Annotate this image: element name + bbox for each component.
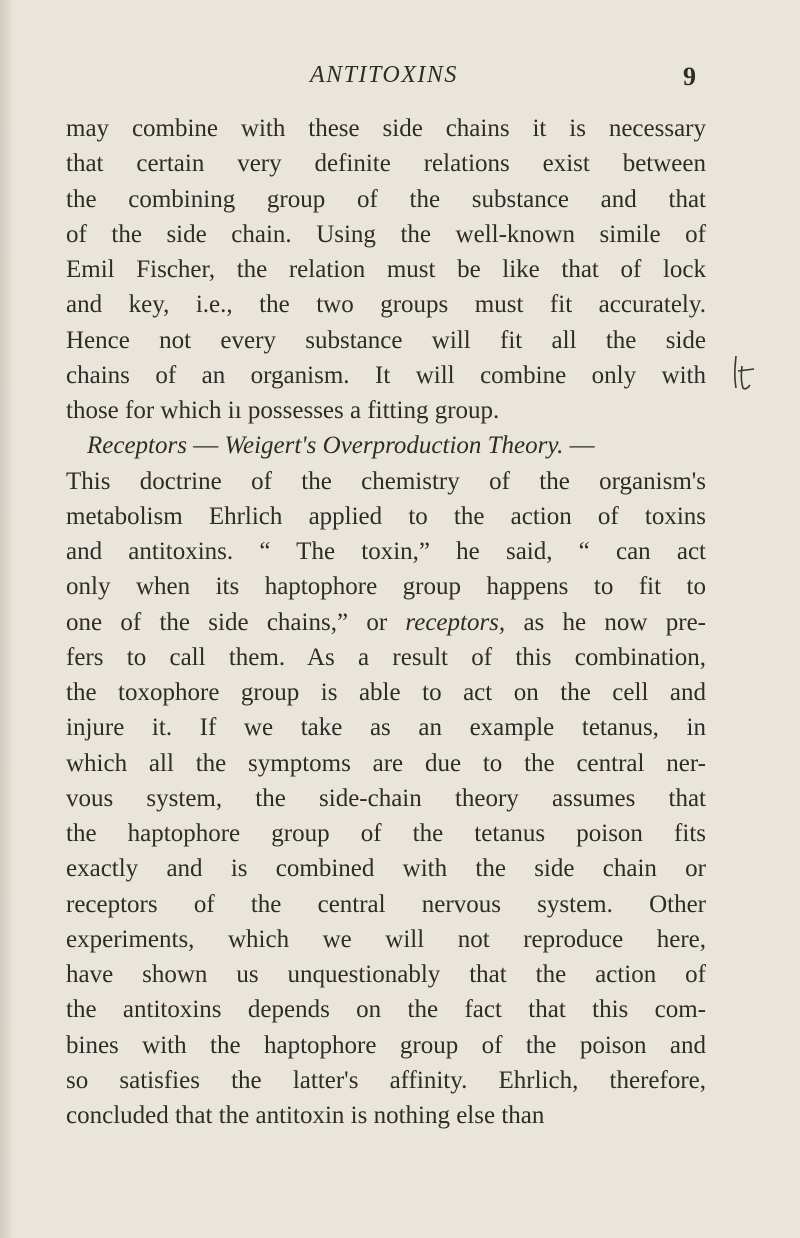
text-line: receptors of the central nervous system. Other — [66, 890, 706, 918]
text-line: that certain very definite relations exist between — [66, 150, 706, 178]
text-line: the toxophore group is able to act on the cell and — [66, 679, 706, 706]
text-span: as he now pre- — [505, 608, 706, 636]
text-line: the haptophore group of the tetanus poison fits — [66, 820, 706, 847]
text-line — [66, 605, 706, 640]
text-line: experiments, which we will not reproduce here, — [66, 925, 706, 953]
emphasis-receptors: receptors, — [405, 608, 506, 636]
text-line: Emil Fischer, the relation must be like that of lock — [66, 256, 706, 283]
text-line: vous system, the side-chain theory assumes that — [66, 784, 706, 812]
text-line: the combining group of the substance and that — [66, 185, 706, 213]
text-line: metabolism Ehrlich applied to the action of toxins — [66, 502, 706, 530]
text-line: the antitoxins depends on the fact that this com- — [66, 996, 706, 1024]
running-head-title: ANTITOXINS — [310, 62, 458, 88]
heading-dash: — — [563, 432, 595, 460]
text-line: chains of an organism. It will combine only with — [66, 361, 706, 389]
text-line: concluded that the antitoxin is nothing else than — [66, 1102, 545, 1129]
text-line: may combine with these side chains it is necessary — [66, 115, 706, 142]
text-line: fers to call them. As a result of this combination, — [66, 643, 706, 671]
running-head — [0, 62, 800, 92]
text-line: and antitoxins. “ The toxin,” he said, “ can act — [66, 538, 706, 565]
text-span: one of the side chains,” or — [66, 608, 406, 636]
text-line: Hence not every substance will fit all the side — [66, 326, 706, 354]
body-text — [66, 111, 706, 1133]
text-line: only when its haptophore group happens to fit to — [66, 573, 706, 601]
page-number: 9 — [683, 62, 696, 91]
text-line: so satisfies the latter's affinity. Ehrlich, therefore, — [66, 1066, 706, 1094]
heading-dash: — — [186, 432, 225, 460]
spine-shadow — [0, 0, 14, 1238]
handwritten-margin-annotation — [730, 352, 760, 394]
text-line: bines with the haptophore group of the poison and — [66, 1031, 706, 1059]
text-line: This doctrine of the chemistry of the organism's — [66, 467, 706, 495]
heading-theory: Weigert's Overproduction Theory. — [224, 432, 564, 460]
text-line: have shown us unquestionably that the action of — [66, 961, 706, 988]
text-line: and key, i.e., the two groups must fit accurately. — [66, 291, 706, 319]
text-line: which all the symptoms are due to the central ner- — [66, 749, 706, 777]
heading-receptors: Receptors — [87, 432, 187, 460]
text-line: exactly and is combined with the side chain or — [66, 855, 706, 883]
text-line: injure it. If we take as an example tetanus, in — [66, 714, 706, 742]
section-heading — [66, 428, 706, 463]
text-line: those for which iı possesses a fitting group. — [66, 397, 500, 424]
text-line: of the side chain. Using the well-known simile of — [66, 220, 706, 248]
